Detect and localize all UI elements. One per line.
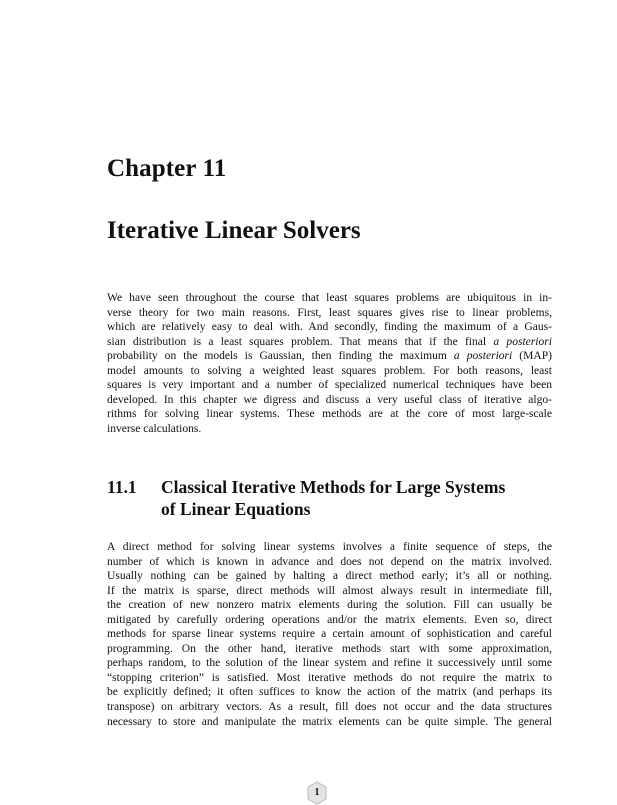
chapter-label: Chapter 11: [107, 155, 227, 182]
page-number-badge: [305, 781, 329, 805]
section-title-line: of Linear Equations: [161, 499, 311, 519]
body-line: transpose) on arbitrary vectors. As a result, fill does not occur and the data structures: [107, 701, 552, 714]
body-line: If the matrix is sparse, direct methods will almost always result in intermediate fill,: [107, 584, 552, 597]
body-line: be explicitly defined; it often suffices to know the action of the matrix (and perhaps its: [107, 686, 552, 699]
section-title-line: Classical Iterative Methods for Large Systems: [161, 477, 506, 497]
body-line: methods for sparse linear systems require a certain amount of sophistication and careful: [107, 628, 552, 641]
intro-paragraph: [107, 291, 552, 436]
intro-line: developed. In this chapter we digress and discuss a very useful class of iterative algo-: [107, 393, 552, 406]
intro-line: sian distribution is a least squares problem. That means that if the final a posteriori: [107, 335, 552, 348]
section-number: 11.1: [107, 477, 137, 497]
section-body-paragraph: [107, 540, 552, 729]
intro-line: model amounts to solving a weighted least squares problem. For both reasons, least: [107, 364, 552, 377]
intro-line: inverse calculations.: [107, 422, 202, 435]
body-line: mitigated by carefully ordering operations and/or the matrix elements. Even so, direct: [107, 613, 552, 626]
body-line: programming. On the other hand, iterative methods start with some approximation,: [107, 642, 552, 655]
intro-line: verse theory for two main reasons. First, least squares gives rise to linear problems,: [107, 306, 552, 319]
body-line: number of which is known in advance and does not depend on the matrix involved.: [107, 555, 552, 568]
intro-line: squares is very important and a number of specialized numerical techniques have been: [107, 379, 552, 392]
page-number: 1: [314, 787, 320, 798]
intro-line: probability on the models is Gaussian, then finding the maximum a posteriori (MAP): [107, 350, 552, 363]
body-line: necessary to store and manipulate the matrix elements can be quite simple. The general: [107, 715, 552, 728]
section-title: [161, 476, 561, 520]
body-line: perhaps random, to the solution of the linear system and refine it successively until some: [107, 657, 552, 670]
intro-line: We have seen throughout the course that least squares problems are ubiquitous in in-: [107, 292, 552, 304]
body-line: the creation of new nonzero matrix elements during the solution. Fill can usually be: [107, 599, 552, 612]
body-line: Usually nothing can be gained by halting a direct method early; it’s all or nothing.: [107, 570, 552, 583]
intro-line: which are relatively easy to deal with. And secondly, finding the maximum of a Gaus-: [107, 321, 552, 334]
body-line: “stopping criterion” is satisfied. Most iterative methods do not require the matrix to: [107, 671, 552, 684]
chapter-title: Iterative Linear Solvers: [107, 217, 361, 244]
body-line: A direct method for solving linear systems involves a finite sequence of steps, the: [107, 541, 552, 553]
intro-line: rithms for solving linear systems. These methods are at the core of most large-scale: [107, 408, 552, 421]
